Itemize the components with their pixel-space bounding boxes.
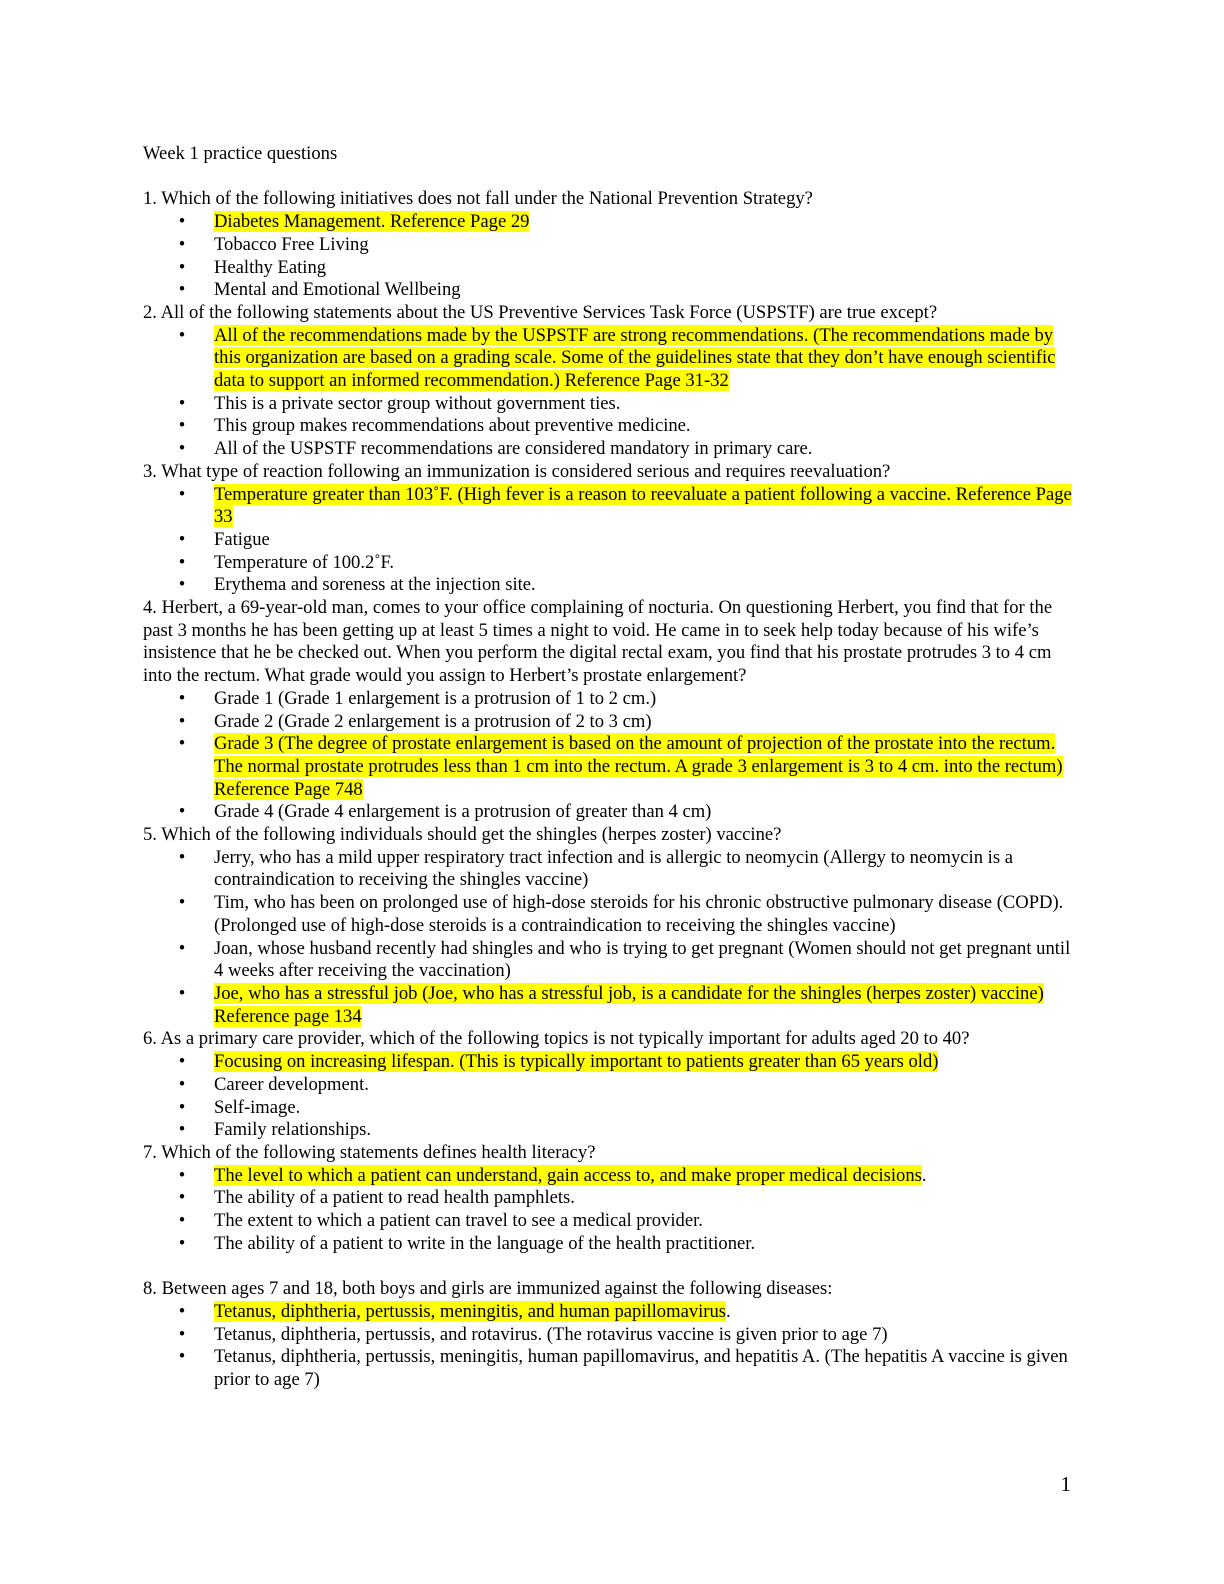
option-text: Focusing on increasing lifespan. (This is typically important to patients greater than 65 years old) [214, 1051, 939, 1073]
bullet-icon: • [178, 233, 186, 255]
option-text: The ability of a patient to read health pamphlets. [214, 1187, 575, 1209]
answer-option [143, 552, 1073, 575]
question-stem: 5. Which of the following individuals should get the shingles (herpes zoster) vaccine? [143, 824, 782, 846]
question-stem: 2. All of the following statements about the US Preventive Services Task Force (USPSTF) are true except? [143, 301, 938, 323]
answer-options [143, 484, 1073, 598]
answer-option-correct [143, 1051, 1073, 1074]
question-1 [143, 188, 1073, 302]
answer-options [143, 847, 1073, 1029]
bullet-icon: • [178, 1210, 186, 1232]
answer-options [143, 688, 1073, 824]
answer-option [143, 1187, 1073, 1210]
answer-option [143, 279, 1073, 302]
option-text: Tim, who has been on prolonged use of high-dose steroids for his chronic obstructive pulmonary disease (COPD). (Prolonged use of high-dose steroids is a contraindication to receiving the shingles vaccine) [214, 892, 1064, 936]
answer-option [143, 257, 1073, 280]
bullet-icon: • [178, 710, 186, 732]
answer-option-correct [143, 983, 1073, 1028]
option-text: Tetanus, diphtheria, pertussis, and rotavirus. (The rotavirus vaccine is given prior to age 7) [214, 1323, 888, 1345]
bullet-icon: • [178, 256, 186, 278]
option-text: Joan, whose husband recently had shingles and who is trying to get pregnant (Women should not get pregnant until 4 weeks after receiving the vaccination) [214, 937, 1071, 982]
bullet-icon: • [178, 551, 186, 573]
bullet-icon: • [178, 1232, 186, 1254]
question-3 [143, 461, 1073, 597]
bullet-icon: • [178, 1073, 186, 1095]
answer-option [143, 1097, 1073, 1120]
answer-option [143, 688, 1073, 711]
option-text: The level to which a patient can understand, gain access to, and make proper medical decisions [214, 1164, 922, 1186]
option-text: Erythema and soreness at the injection site. [214, 574, 536, 596]
question-stem: 1. Which of the following initiatives does not fall under the National Prevention Strategy? [143, 188, 813, 210]
option-text: Grade 3 (The degree of prostate enlargement is based on the amount of projection of the prostate into the rectum. The normal prostate protrudes less than 1 cm into the rectum. A grade 3 enlargement is 3 to 4 cm. into the rectum) Reference Page 748 [214, 733, 1063, 800]
bullet-icon: • [178, 937, 186, 959]
option-suffix: . [726, 1300, 731, 1322]
bullet-icon: • [178, 687, 186, 709]
bullet-icon: • [178, 1300, 186, 1322]
bullet-icon: • [178, 574, 186, 596]
option-text: Grade 1 (Grade 1 enlargement is a protrusion of 1 to 2 cm.) [214, 687, 657, 709]
bullet-icon: • [178, 211, 186, 233]
option-text: Healthy Eating [214, 256, 327, 278]
answer-option-correct [143, 484, 1073, 529]
answer-option [143, 847, 1073, 892]
answer-option-correct [143, 211, 1073, 234]
answer-options [143, 1051, 1073, 1142]
question-6 [143, 1028, 1073, 1142]
bullet-icon: • [178, 1323, 186, 1345]
question-5 [143, 824, 1073, 1028]
bullet-icon: • [178, 392, 186, 414]
page-number: 1 [1060, 1472, 1071, 1496]
option-text: Tetanus, diphtheria, pertussis, meningitis, human papillomavirus, and hepatitis A. (The hepatitis A vaccine is given prior to age 7) [214, 1346, 1068, 1390]
option-text: Temperature greater than 103˚F. (High fever is a reason to reevaluate a patient following a vaccine. Reference Page 33 [214, 483, 1072, 528]
option-text: All of the recommendations made by the USPSTF are strong recommendations. (The recommendations made by this organization are based on a grading scale. Some of the guidelines state that they don’t have enough scientific data to support an informed recommendation.) Reference Page 31-32 [214, 324, 1056, 392]
answer-option-correct [143, 1301, 1073, 1324]
answer-option [143, 1074, 1073, 1097]
bullet-icon: • [178, 1119, 186, 1141]
option-text: This group makes recommendations about preventive medicine. [214, 415, 691, 437]
bullet-icon: • [178, 983, 186, 1004]
bullet-icon: • [178, 1096, 186, 1118]
answer-option-correct [143, 1165, 1073, 1188]
option-text: Grade 4 (Grade 4 enlargement is a protrusion of greater than 4 cm) [214, 801, 712, 823]
option-text: Tobacco Free Living [214, 233, 369, 255]
option-text: Joe, who has a stressful job (Joe, who has a stressful job, is a candidate for the shingles (herpes zoster) vaccine) Reference page 134 [214, 983, 1044, 1027]
answer-option-correct [143, 733, 1073, 801]
document-title: Week 1 practice questions [143, 143, 338, 164]
option-text: Diabetes Management. Reference Page 29 [214, 211, 530, 233]
answer-option [143, 892, 1073, 937]
option-text: Self-image. [214, 1096, 301, 1118]
bullet-icon: • [178, 324, 186, 346]
option-text: Career development. [214, 1073, 369, 1095]
option-text: The ability of a patient to write in the language of the health practitioner. [214, 1232, 756, 1254]
bullet-icon: • [178, 528, 186, 550]
bullet-icon: • [178, 279, 186, 301]
answer-option [143, 438, 1073, 461]
option-text: Fatigue [214, 528, 270, 550]
question-stem: 8. Between ages 7 and 18, both boys and girls are immunized against the following diseases: [143, 1278, 833, 1300]
option-text: Tetanus, diphtheria, pertussis, meningitis, and human papillomavirus [214, 1300, 727, 1322]
answer-option [143, 711, 1073, 734]
option-text: Grade 2 (Grade 2 enlargement is a protrusion of 2 to 3 cm) [214, 710, 652, 732]
option-text: Jerry, who has a mild upper respiratory tract infection and is allergic to neomycin (Allergy to neomycin is a contraindication to receiving the shingles vaccine) [214, 846, 1013, 891]
answer-option [143, 393, 1073, 416]
answer-option [143, 938, 1073, 983]
bullet-icon: • [178, 1164, 186, 1186]
question-7 [143, 1142, 1073, 1256]
answer-option [143, 1346, 1073, 1391]
bullet-icon: • [178, 846, 186, 868]
bullet-icon: • [178, 438, 186, 460]
bullet-icon: • [178, 1187, 186, 1209]
question-8 [143, 1278, 1073, 1392]
answer-option [143, 1210, 1073, 1233]
answer-option [143, 1324, 1073, 1347]
option-text: This is a private sector group without government ties. [214, 392, 621, 414]
question-4 [143, 597, 1073, 824]
option-suffix: . [921, 1164, 927, 1186]
answer-options [143, 211, 1073, 302]
bullet-icon: • [178, 892, 186, 914]
option-text: All of the USPSTF recommendations are considered mandatory in primary care. [214, 438, 813, 460]
question-2 [143, 302, 1073, 461]
option-text: Temperature of 100.2˚F. [214, 551, 394, 573]
bullet-icon: • [178, 1051, 186, 1073]
answer-option [143, 529, 1073, 552]
bullet-icon: • [178, 483, 186, 505]
bullet-icon: • [178, 1346, 186, 1368]
question-stem: 6. As a primary care provider, which of the following topics is not typically important for adults aged 20 to 40? [143, 1028, 970, 1050]
question-stem: 3. What type of reaction following an immunization is considered serious and requires reevaluation? [143, 460, 891, 482]
option-text: Family relationships. [214, 1119, 372, 1141]
bullet-icon: • [178, 733, 186, 755]
answer-option [143, 574, 1073, 597]
answer-option [143, 415, 1073, 438]
question-stem: 7. Which of the following statements defines health literacy? [143, 1141, 596, 1163]
answer-option [143, 234, 1073, 257]
answer-option [143, 1119, 1073, 1142]
answer-option-correct [143, 325, 1073, 393]
answer-options [143, 1301, 1073, 1392]
bullet-icon: • [178, 801, 186, 823]
option-text: Mental and Emotional Wellbeing [214, 279, 461, 301]
answer-option [143, 1233, 1073, 1256]
answer-options [143, 325, 1073, 461]
answer-options [143, 1165, 1073, 1256]
bullet-icon: • [178, 415, 186, 437]
document-page [143, 143, 1073, 1392]
answer-option [143, 801, 1073, 824]
question-stem: 4. Herbert, a 69-year-old man, comes to your office complaining of nocturia. On questioning Herbert, you find that for the past 3 months he has been getting up at least 5 times a night to void. He came in to seek help today because of his wife’s insistence that he be checked out. When you perform the digital rectal exam, you find that his prostate protrudes 3 to 4 cm into the rectum. What grade would you assign to Herbert’s prostate enlargement? [143, 597, 1053, 687]
option-text: The extent to which a patient can travel to see a medical provider. [214, 1210, 703, 1232]
